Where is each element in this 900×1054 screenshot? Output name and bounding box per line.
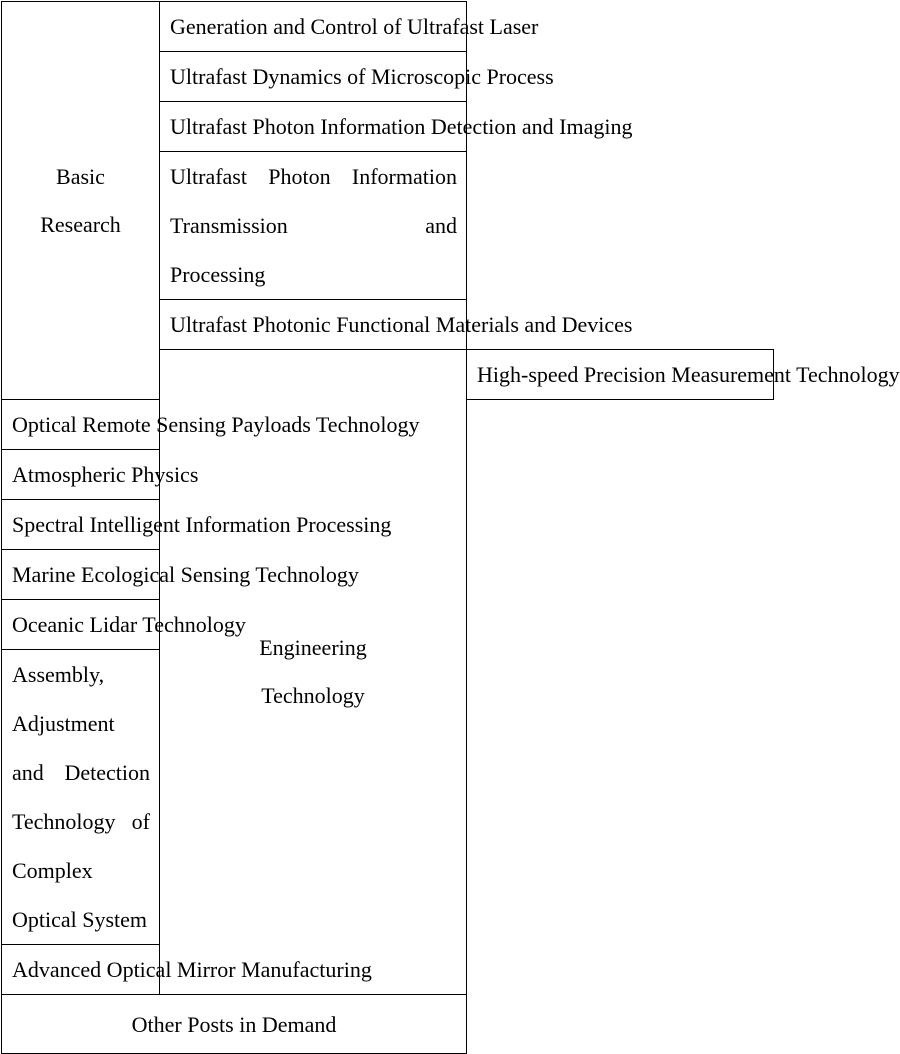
research-item-wrapped xyxy=(2,650,160,945)
research-item: Ultrafast Photonic Functional Materials and Devices xyxy=(160,300,467,350)
category-cell-engineering-technology xyxy=(160,350,467,995)
research-item-wrapped xyxy=(160,152,467,300)
research-item: Marine Ecological Sensing Technology xyxy=(2,550,160,600)
category-cell-basic-research xyxy=(2,2,160,400)
research-item: Generation and Control of Ultrafast Laser xyxy=(160,2,467,52)
research-item: Spectral Intelligent Information Processing xyxy=(2,500,160,550)
research-item-line: Complex Optical System xyxy=(12,858,148,932)
research-item: Ultrafast Dynamics of Microscopic Process xyxy=(160,52,467,102)
research-item: Atmospheric Physics xyxy=(2,450,160,500)
research-item-line: Assembly, Adjustment and Detection Technology of xyxy=(12,662,150,834)
research-item: Oceanic Lidar Technology xyxy=(2,600,160,650)
research-areas-table xyxy=(1,1,900,1054)
other-posts-cell: Other Posts in Demand xyxy=(2,995,467,1054)
research-item: Advanced Optical Mirror Manufacturing xyxy=(2,945,160,995)
research-item: Ultrafast Photon Information Detection and Imaging xyxy=(160,102,467,152)
research-item-line: Processing xyxy=(170,262,266,287)
research-item-line: Ultrafast Photon Information Transmission and xyxy=(170,164,457,238)
table-row xyxy=(2,2,774,52)
table-row xyxy=(2,995,774,1054)
category-label-line: Basic xyxy=(56,163,105,189)
category-label-line: Engineering xyxy=(259,635,367,660)
category-label-line: Research xyxy=(40,211,121,237)
research-item: Optical Remote Sensing Payloads Technology xyxy=(2,400,160,450)
research-item: High-speed Precision Measurement Technology xyxy=(467,350,774,400)
category-label-line: Technology xyxy=(261,683,365,708)
